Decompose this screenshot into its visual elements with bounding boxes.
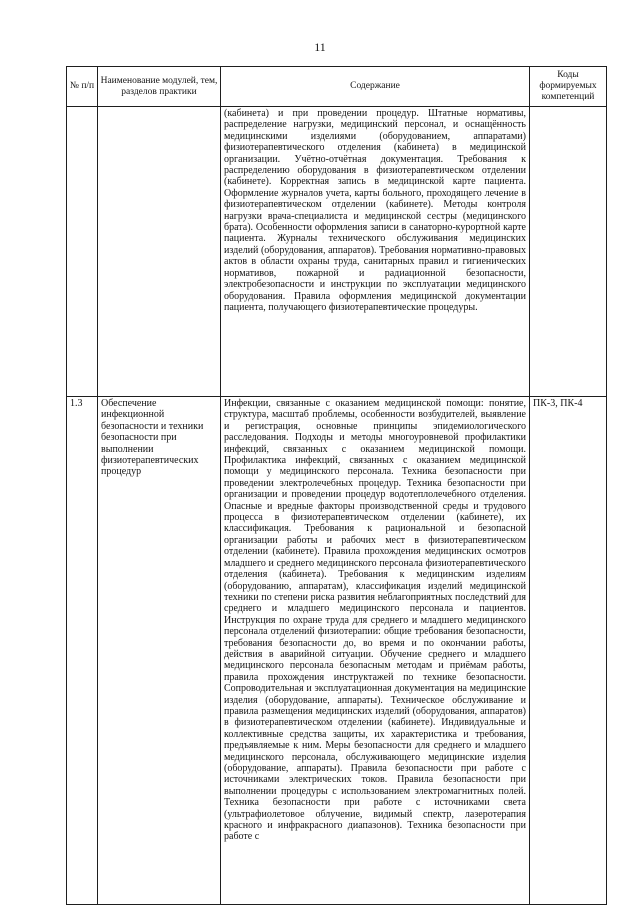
row-content: (кабинета) и при проведении процедур. Штатные нормативы, распределение нагрузки, медицинский персонал, и оснащённость медицинскими изделиями (оборудованием, аппаратами) физиотерапевтического отделения (кабинета) в медицинской организации. Учётно-отчётная документация. Требования к распределению оборудования в физиотерапевтическом отделении (кабинете). Корректная запись в медицинской карте пациента. Оформление журналов учета, карты больного, проходящего лечение в физиотерапевтическом отделении (кабинете). Методы контроля нагрузки врача-специалиста и медицинской сестры (медицинского брата). Особенности оформления записи в санаторно-курортной карте пациента. Журналы технического обслуживания медицинских изделий (оборудования, аппаратов). Требования нормативно-правовых актов в области охраны труда, санитарных правил и гигиенических нормативов, пожарной и радиационной безопасности, электробезопасности и инструкции по эксплуатации медицинского оборудования. Правила оформления медицинской документации пациента, получающего физиотерапевтические процедуры. <box>221 107 530 397</box>
row-number <box>67 107 98 397</box>
table-header-row <box>67 67 607 107</box>
row-module-name: Обеспечение инфекционной безопасности и техники безопасности при выполнении физиотерапевтических процедур <box>98 397 221 905</box>
row-content: Инфекции, связанные с оказанием медицинской помощи: понятие, структура, масштаб проблемы, особенности возбудителей, выявление и регистрация, основные принципы эпидемиологического расследования. Подходы и методы многоуровневой профилактики инфекций, связанных с оказанием медицинской помощи. Профилактика инфекций, связанных с оказанием медицинской помощи у медицинского персонала. Техника безопасности при проведении электролечебных процедур. Техника безопасности при организации и проведении процедур водотеплолечебного отделения. Опасные и вредные факторы производственной среды и трудового процесса в физиотерапевтическом отделении (кабинете), их классификация. Требования к рациональной и безопасной организации работы и рабочих мест в физиотерапевтическом отделении (кабинете). Правила прохождения медицинских осмотров младшего и среднего медицинского персонала физиотерапевтического отделения (кабинета). Требования к медицинским изделиям (оборудованию, аппаратам), классификация изделий медицинской техники по степени риска развития неблагоприятных последствий для среднего и младшего медицинского персонала и пациентов. Инструкция по охране труда для среднего и младшего медицинского персонала отделений физиотерапии: общие требования безопасности, требования безопасности до, во время и по окончании работы, действия в аварийной ситуации. Обучение среднего и младшего медицинского персонала безопасным методам и приёмам работы, правила прохождения инструктажей по технике безопасности. Сопроводительная и эксплуатационная документация на медицинские изделия (оборудование, аппараты). Техническое обслуживание и правила размещения медицинских изделий (оборудования, аппаратов) в физиотерапевтическом отделении (кабинете). Индивидуальные и коллективные средства защиты, их характеристика и требования, предъявляемые к ним. Меры безопасности для среднего и младшего медицинского персонала, обслуживающего медицинские изделия (оборудование, аппараты). Правила безопасности при работе с источниками электрических токов. Правила безопасности при выполнении процедуры с использованием электромагнитных полей. Техника безопасности при работе с источниками света (ультрафиолетовое облучение, видимый спектр, лазеротерапия красного и инфракрасного диапазонов). Техника безопасности при работе с <box>221 397 530 905</box>
header-module-name: Наименование модулей, тем, разделов практики <box>98 67 221 107</box>
row-competency-codes: ПК-3, ПК-4 <box>530 397 607 905</box>
row-number: 1.3 <box>67 397 98 905</box>
page-number: 11 <box>314 40 326 54</box>
table-row <box>67 107 607 397</box>
row-module-name <box>98 107 221 397</box>
curriculum-table <box>66 66 607 905</box>
header-competency-codes: Коды формируемых компетенций <box>530 67 607 107</box>
header-number: № п/п <box>67 67 98 107</box>
row-competency-codes <box>530 107 607 397</box>
table-row <box>67 397 607 905</box>
header-content: Содержание <box>221 67 530 107</box>
